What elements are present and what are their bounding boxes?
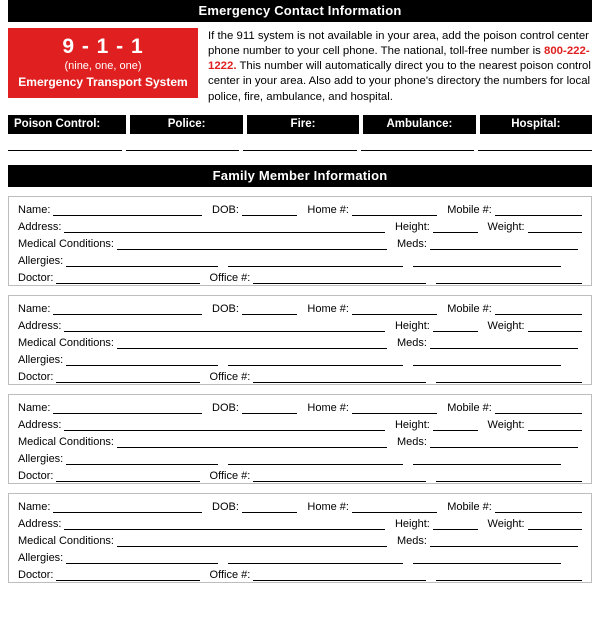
member-row-address xyxy=(18,320,582,332)
label-allergies: Allergies: xyxy=(18,354,64,367)
member-row-allergies xyxy=(18,354,582,366)
input-name[interactable] xyxy=(53,502,202,513)
label-dob: DOB: xyxy=(212,203,239,216)
input-name[interactable] xyxy=(53,205,202,216)
section-header-family: Family Member Information xyxy=(8,165,592,187)
section-header-emergency: Emergency Contact Information xyxy=(8,0,592,22)
label-dob: DOB: xyxy=(212,302,239,315)
contact-label-hospital: Hospital: xyxy=(480,115,592,134)
member-row-name xyxy=(18,402,582,414)
contact-label-ambulance: Ambulance: xyxy=(363,115,475,134)
member-row-medical xyxy=(18,535,582,547)
input-allergies-2[interactable] xyxy=(228,355,403,366)
emergency-contact-label-row xyxy=(8,115,592,134)
input-height[interactable] xyxy=(433,420,478,431)
input-weight[interactable] xyxy=(528,519,582,530)
input-allergies-2[interactable] xyxy=(228,553,403,564)
label-name: Name: xyxy=(18,401,51,414)
label-meds: Meds: xyxy=(397,336,427,349)
input-medical-conditions[interactable] xyxy=(117,437,387,448)
input-allergies-2[interactable] xyxy=(228,454,403,465)
input-address[interactable] xyxy=(64,519,385,530)
input-allergies-1[interactable] xyxy=(66,454,218,465)
input-medical-conditions[interactable] xyxy=(117,239,387,250)
member-row-address xyxy=(18,221,582,233)
member-row-medical xyxy=(18,436,582,448)
input-allergies-3[interactable] xyxy=(413,256,561,267)
member-row-doctor xyxy=(18,569,582,581)
input-meds[interactable] xyxy=(430,437,578,448)
input-office[interactable] xyxy=(253,570,426,581)
input-doctor[interactable] xyxy=(56,273,199,284)
input-weight[interactable] xyxy=(528,321,582,332)
input-mobile[interactable] xyxy=(495,205,582,216)
badge-number: 9 - 1 - 1 xyxy=(62,35,144,58)
contact-input-fire[interactable] xyxy=(243,150,357,151)
label-height: Height: xyxy=(394,517,430,530)
label-office: Office #: xyxy=(209,470,251,483)
input-medical-conditions[interactable] xyxy=(117,338,387,349)
emergency-contact-input-row xyxy=(8,150,592,151)
member-row-address xyxy=(18,419,582,431)
input-meds[interactable] xyxy=(430,536,578,547)
input-allergies-1[interactable] xyxy=(66,355,218,366)
input-allergies-2[interactable] xyxy=(228,256,403,267)
input-name[interactable] xyxy=(53,403,202,414)
input-home[interactable] xyxy=(352,205,437,216)
label-address: Address: xyxy=(18,220,62,233)
contact-input-hospital[interactable] xyxy=(478,150,592,151)
input-doctor-extra[interactable] xyxy=(436,273,582,284)
contact-input-ambulance[interactable] xyxy=(361,150,475,151)
input-address[interactable] xyxy=(64,222,385,233)
input-allergies-3[interactable] xyxy=(413,355,561,366)
input-meds[interactable] xyxy=(430,239,578,250)
member-row-allergies xyxy=(18,552,582,564)
label-name: Name: xyxy=(18,302,51,315)
label-address: Address: xyxy=(18,418,62,431)
label-doctor: Doctor: xyxy=(18,470,54,483)
input-doctor-extra[interactable] xyxy=(436,471,582,482)
label-meds: Meds: xyxy=(397,534,427,547)
input-office[interactable] xyxy=(253,273,426,284)
input-mobile[interactable] xyxy=(495,403,582,414)
input-address[interactable] xyxy=(64,420,385,431)
label-office: Office #: xyxy=(209,371,251,384)
input-doctor[interactable] xyxy=(56,471,199,482)
contact-label-fire: Fire: xyxy=(247,115,359,134)
member-row-allergies xyxy=(18,453,582,465)
label-mobile: Mobile #: xyxy=(447,302,492,315)
label-weight: Weight: xyxy=(487,517,525,530)
label-address: Address: xyxy=(18,517,62,530)
input-address[interactable] xyxy=(64,321,385,332)
member-row-allergies xyxy=(18,255,582,267)
intro-part-1: If the 911 system is not available in your area, add the poison control center phone number to your cell phone. The national, toll-free number is xyxy=(208,30,589,58)
input-allergies-1[interactable] xyxy=(66,553,218,564)
label-address: Address: xyxy=(18,319,62,332)
label-name: Name: xyxy=(18,203,51,216)
member-row-doctor xyxy=(18,371,582,383)
label-home: Home #: xyxy=(307,401,349,414)
input-home[interactable] xyxy=(352,403,437,414)
input-office[interactable] xyxy=(253,471,426,482)
input-doctor[interactable] xyxy=(56,570,199,581)
input-medical-conditions[interactable] xyxy=(117,536,387,547)
label-weight: Weight: xyxy=(487,220,525,233)
input-dob[interactable] xyxy=(242,205,297,216)
family-member-card xyxy=(8,196,592,286)
input-home[interactable] xyxy=(352,304,437,315)
label-office: Office #: xyxy=(209,569,251,582)
input-dob[interactable] xyxy=(242,304,297,315)
input-doctor-extra[interactable] xyxy=(436,372,582,383)
label-allergies: Allergies: xyxy=(18,552,64,565)
label-doctor: Doctor: xyxy=(18,272,54,285)
member-row-medical xyxy=(18,337,582,349)
input-office[interactable] xyxy=(253,372,426,383)
contact-label-police: Police: xyxy=(130,115,242,134)
input-allergies-1[interactable] xyxy=(66,256,218,267)
label-allergies: Allergies: xyxy=(18,453,64,466)
label-meds: Meds: xyxy=(397,237,427,250)
member-row-name xyxy=(18,204,582,216)
label-medical-conditions: Medical Conditions: xyxy=(18,336,114,349)
input-allergies-3[interactable] xyxy=(413,553,561,564)
emergency-intro-block xyxy=(8,28,592,105)
input-home[interactable] xyxy=(352,502,437,513)
label-name: Name: xyxy=(18,500,51,513)
badge-spelled: (nine, one, one) xyxy=(64,60,142,73)
label-height: Height: xyxy=(394,319,430,332)
contact-label-poison-control: Poison Control: xyxy=(8,115,126,134)
poison-control-hotline-number: 800-222-1222. xyxy=(208,45,590,73)
label-height: Height: xyxy=(394,220,430,233)
family-member-card xyxy=(8,394,592,484)
input-dob[interactable] xyxy=(242,502,297,513)
input-mobile[interactable] xyxy=(495,304,582,315)
input-doctor[interactable] xyxy=(56,372,199,383)
label-doctor: Doctor: xyxy=(18,569,54,582)
member-row-doctor xyxy=(18,272,582,284)
label-weight: Weight: xyxy=(487,418,525,431)
input-allergies-3[interactable] xyxy=(413,454,561,465)
label-mobile: Mobile #: xyxy=(447,203,492,216)
label-dob: DOB: xyxy=(212,500,239,513)
input-weight[interactable] xyxy=(528,420,582,431)
label-dob: DOB: xyxy=(212,401,239,414)
label-medical-conditions: Medical Conditions: xyxy=(18,237,114,250)
badge-tagline: Emergency Transport System xyxy=(18,75,188,90)
label-home: Home #: xyxy=(307,203,349,216)
input-weight[interactable] xyxy=(528,222,582,233)
label-home: Home #: xyxy=(307,500,349,513)
member-row-name xyxy=(18,501,582,513)
nine-one-one-badge xyxy=(8,28,198,98)
input-name[interactable] xyxy=(53,304,202,315)
label-height: Height: xyxy=(394,418,430,431)
label-medical-conditions: Medical Conditions: xyxy=(18,534,114,547)
family-member-card xyxy=(8,295,592,385)
input-height[interactable] xyxy=(433,222,478,233)
input-height[interactable] xyxy=(433,321,478,332)
family-member-card xyxy=(8,493,592,583)
contact-input-poison-control[interactable] xyxy=(8,150,122,151)
label-home: Home #: xyxy=(307,302,349,315)
label-weight: Weight: xyxy=(487,319,525,332)
label-meds: Meds: xyxy=(397,435,427,448)
member-row-doctor xyxy=(18,470,582,482)
input-mobile[interactable] xyxy=(495,502,582,513)
input-doctor-extra[interactable] xyxy=(436,570,582,581)
input-height[interactable] xyxy=(433,519,478,530)
label-mobile: Mobile #: xyxy=(447,500,492,513)
label-medical-conditions: Medical Conditions: xyxy=(18,435,114,448)
label-office: Office #: xyxy=(209,272,251,285)
poison-control-intro-text xyxy=(208,28,592,105)
input-dob[interactable] xyxy=(242,403,297,414)
label-mobile: Mobile #: xyxy=(447,401,492,414)
member-row-name xyxy=(18,303,582,315)
member-row-address xyxy=(18,518,582,530)
member-row-medical xyxy=(18,238,582,250)
input-meds[interactable] xyxy=(430,338,578,349)
contact-input-police[interactable] xyxy=(126,150,240,151)
label-doctor: Doctor: xyxy=(18,371,54,384)
label-allergies: Allergies: xyxy=(18,255,64,268)
intro-part-2: This number will automatically direct you to the nearest poison control center in your area. Also add to your phone's directory the numbers for local police, fire, ambulance, and hospital. xyxy=(208,60,591,103)
